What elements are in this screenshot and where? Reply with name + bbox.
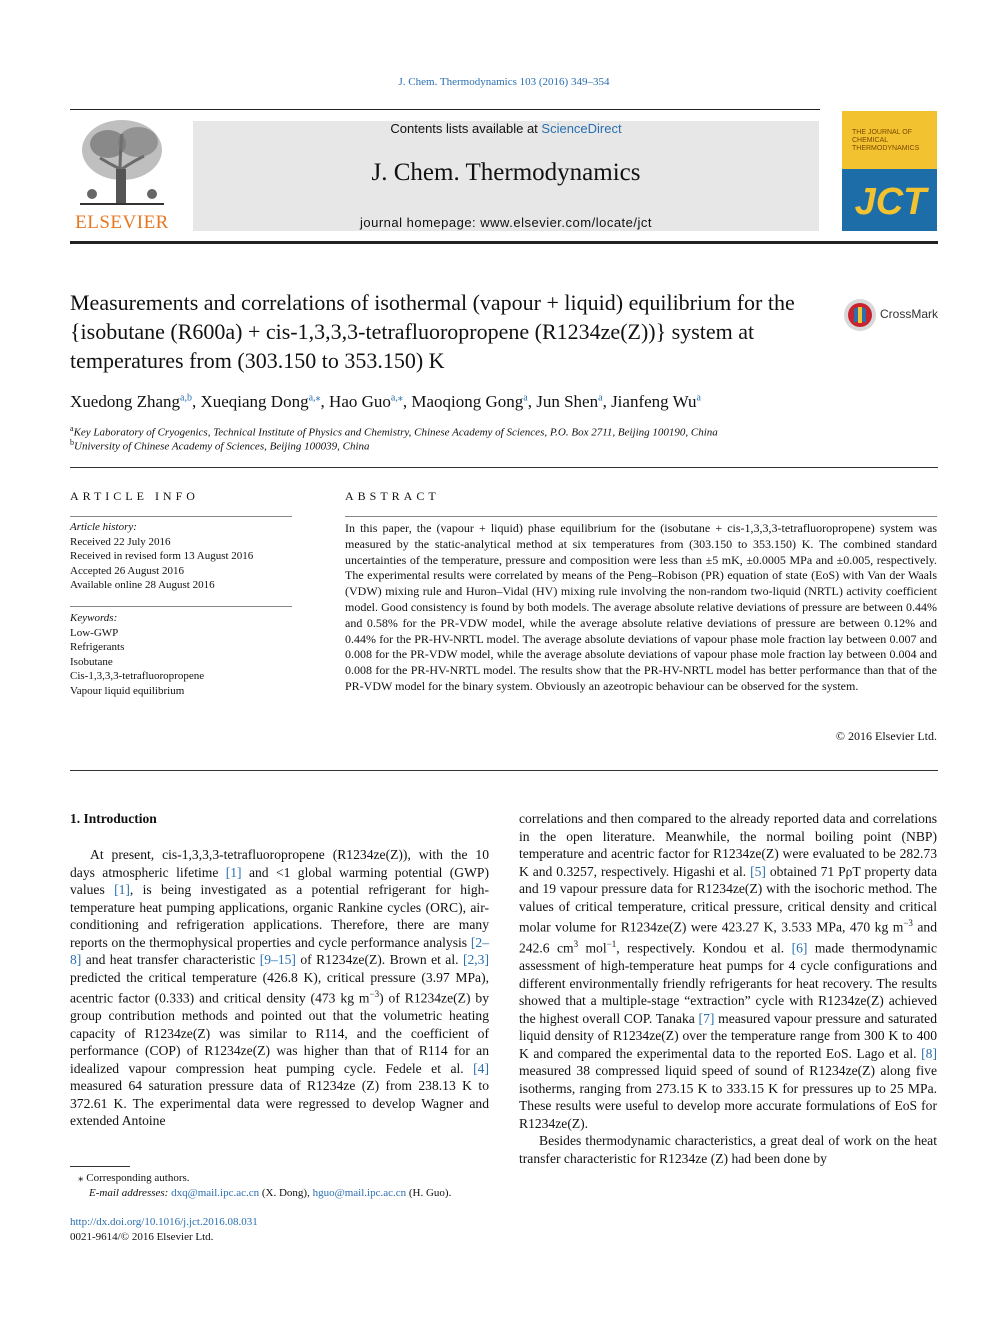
keyword: Low-GWP — [70, 626, 119, 639]
citation-link[interactable]: [9–15] — [259, 952, 296, 967]
email-link[interactable]: hguo@mail.ipc.ac.cn — [312, 1187, 407, 1199]
citation-link[interactable]: [2,3] — [462, 952, 489, 967]
keyword: Cis-1,3,3,3-tetrafluoropropene — [70, 670, 205, 682]
divider — [70, 467, 938, 468]
text-run: and 242.6 cm — [519, 919, 937, 956]
abstract-body: In this paper, the (vapour + liquid) phase equilibrium for the (isobutane + cis-1,3,3,3-tetrafluoropropene) system was measured by the static-analytical method at six temperatures from (303.150 to 353.150) K. The combined standard uncertainties of the temperature, pressure and composition were less than ±5 mK, ±0.0005 MPa and ±0.005, respectively. The experimental results were correlated by means of the Peng–Robison (PR) equation of state (EoS) with Van der Waals (VDW) mixing rule and Huron–Vidal (HV) mixing rule involving the non-random two-liquid (NRTL) activity coefficient model. Good consistency is found by both models. The average absolute relative deviations of pressure are between 0.44% and 0.58% for the PR-VDW model, while the average absolute relative deviations of pressure are between 0.12% and 0.44% for the PR-HV-NRTL model. The average absolute deviations of vapour phase mole fraction lay between 0.007 and 0.008 for the PR-VDW model, while the average absolute deviations of vapour phase mole fraction lay between 0.004 and 0.008 for the PR-HV-NRTL model. The results show that the PR-HV-NRTL model has better performance than that of the PR-VDW model for the binary system. Obviously an azeotropic behaviour can be observed for the system. — [345, 521, 937, 693]
keyword: Isobutane — [70, 655, 113, 668]
text-run: mol — [578, 940, 607, 956]
article-info-heading: ARTICLE INFO — [70, 489, 199, 503]
corresponding-note: ⁎ Corresponding authors. — [78, 1172, 190, 1184]
paragraph — [519, 810, 937, 1132]
divider — [70, 606, 292, 607]
author-list: Xuedong Zhang$^{a,b}$, Xueqiang Dong$^{a,⁎}$, Hao Guo$^{a,⁎}$, Maoqiong Gong$^a$, Jun Shen$^a$, Jianfeng Wu$^a$ — [70, 392, 701, 411]
abstract-copyright: © 2016 Elsevier Ltd. — [835, 729, 937, 743]
header-thick-divider — [70, 241, 938, 244]
superscript: 3 — [573, 939, 579, 950]
intro-left-column — [70, 846, 489, 1130]
journal-banner — [193, 121, 819, 231]
author[interactable]: Hao Guo$^{a,⁎}$ — [329, 392, 403, 411]
text-run: , respectively. Kondou et al. — [616, 940, 792, 956]
citation-link[interactable]: [7] — [698, 1010, 715, 1026]
cover-top-band — [842, 111, 937, 169]
citation-link[interactable]: [1] — [225, 864, 242, 880]
email-link[interactable]: dxq@mail.ipc.ac.cn — [171, 1187, 260, 1199]
keyword: Refrigerants — [70, 641, 125, 653]
crossmark-icon — [843, 298, 877, 332]
journal-title: J. Chem. Thermodynamics — [371, 159, 641, 186]
keyword: Vapour liquid equilibrium — [70, 684, 185, 697]
divider — [70, 770, 938, 771]
journal-cover-thumbnail[interactable] — [842, 111, 937, 231]
affiliation: $^a$Key Laboratory of Cryogenics, Technical Institute of Physics and Chemistry, Chinese Academy of Sciences, P.O. Box 2711, Beijing 100190, China — [70, 424, 718, 439]
author[interactable]: Xueqiang Dong$^{a,⁎}$ — [200, 392, 321, 411]
text-run: made thermodynamic assessment of high-temperature heat pumps for 4 cycle configurations and different environmentally friendly refrigerants for heat recovery. The results showed that a multiple-stage “extraction” cycle with R1234ze(Z) achieved the highest overall COP. Tanaka — [519, 940, 937, 1026]
text-run: predicted the critical temperature (426.8 K), critical pressure (3.97 MPa), acentric factor (0.333) and critical density (473 kg m — [70, 969, 489, 1006]
text-run: of R1234ze(Z). Brown et al. — [295, 952, 463, 967]
text-run: and <1 global warming potential (GWP) values — [70, 864, 490, 897]
citation-link[interactable]: [4] — [473, 1060, 489, 1076]
footnote-divider — [70, 1166, 130, 1167]
journal-homepage-link[interactable]: journal homepage: www.elsevier.com/locate/jct — [359, 215, 653, 230]
doi-link[interactable]: http://dx.doi.org/10.1016/j.jct.2016.08.031 — [70, 1216, 258, 1228]
text-run: measured 38 compressed liquid speed of sound of R1234ze(Z) along five isotherms, ranging from 273.15 K to 333.15 K for pressures up to 25 MPa. These results were useful to develop more accurate formulations of EoS for R1234ze(Z). — [519, 1063, 937, 1131]
contents-line — [193, 121, 819, 136]
email-note: E-mail addresses: dxq@mail.ipc.ac.cn (X. Dong), hguo@mail.ipc.ac.cn (H. Guo). — [89, 1187, 452, 1199]
text-run: obtained 71 PρT property data and 19 vapour pressure data for R1234ze(Z) with the isochoric method. The values of critical temperature, critical pressure, critical density and critical molar volume for R1234ze(Z) were 423.27 K, 3.533 MPa, 470 kg m — [519, 863, 937, 935]
cover-title: THE JOURNAL OF CHEMICAL THERMODYNAMICS — [852, 129, 920, 152]
abstract-heading: ABSTRACT — [345, 489, 440, 503]
citation-link[interactable]: [8] — [921, 1045, 937, 1061]
publisher-name: ELSEVIER — [75, 212, 169, 233]
author[interactable]: Maoqiong Gong$^a$ — [411, 392, 528, 411]
divider — [345, 516, 937, 517]
author[interactable]: Xuedong Zhang$^{a,b}$ — [70, 392, 192, 411]
text-run: ) of R1234ze(Z) by group contribution methods and pointed out that the volumetric heating capacity of R1234ze(Z) was similar to R114, and the coefficient of performance (COP) of R1234ze(Z) was higher than that of R114 for an idealized vapour compression heat pumping cycle. Fedele et al. — [70, 990, 489, 1076]
paragraph — [70, 846, 489, 1130]
article-title: Measurements and correlations of isothermal (vapour + liquid) equilibrium for the {isobutane (R600a) + cis-1,3,3,3-tetrafluoropropene (R1234ze(Z))} system at temperatures from (303.150 to 353.150) K — [70, 290, 795, 373]
elsevier-tree-icon — [70, 114, 174, 210]
article-history: Article history: Received 22 July 2016 Received in revised form 13 August 2016 Accepted 26 August 2016 Available online 28 August 2016 — [70, 521, 254, 591]
elsevier-logo[interactable] — [70, 114, 174, 234]
cover-abbrev: JCT — [854, 181, 927, 223]
citation-link[interactable]: [2–8] — [70, 934, 489, 967]
text-run: At present, cis-1,3,3,3-tetrafluoropropene (R1234ze(Z)), with the 10 days atmospheric lifetime — [70, 847, 489, 880]
section-heading: 1. Introduction — [70, 811, 157, 826]
text-run: measured 64 saturation pressure data of R1234ze (Z) from 238.13 K to 372.61 K. The experimental data were regressed to develop Wagner and extended Antoine — [70, 1078, 489, 1129]
crossmark-label: CrossMark — [880, 307, 939, 321]
citation-link[interactable]: [5] — [750, 863, 766, 879]
superscript: −1 — [606, 939, 617, 950]
text-run: , is being investigated as a potential refrigerant for high-temperature heat pumping applications, organic Rankine cycles (ORC), air-conditioning and refrigeration applications. Therefore, there are many reports on the thermophysical properties and cycle performance analysis — [70, 882, 489, 950]
citation-link[interactable]: [1] — [114, 882, 130, 897]
citation-link[interactable]: [6] — [791, 940, 808, 956]
keywords: Keywords: Low-GWP Refrigerants Isobutane Cis-1,3,3,3-tetrafluoropropene Vapour liquid equilibrium — [70, 611, 292, 698]
paragraph: Besides thermodynamic characteristics, a great deal of work on the heat transfer characteristic for R1234ze (Z) had been done by — [519, 1133, 937, 1166]
superscript: −3 — [369, 989, 380, 999]
text-run: correlations and then compared to the already reported data and correlations in the open literature. Meanwhile, the normal boiling point (NBP) temperature and acentric factor for R1234ze(Z) were evaluated to be 282.73 K and 0.3257, respectively. Higashi et al. — [519, 811, 937, 879]
author[interactable]: Jun Shen$^a$ — [536, 392, 603, 411]
text-run: measured vapour pressure and saturated liquid density of R1234ze(Z) over the temperature range from 300 K to 400 K and compared the experimental data to the reported EoS. Lago et al. — [519, 1010, 938, 1061]
divider — [70, 516, 292, 517]
contents-prefix: Contents lists available at — [390, 121, 542, 136]
issn-line: 0021-9614/© 2016 Elsevier Ltd. — [70, 1231, 214, 1243]
text-run: and heat transfer characteristic — [81, 952, 260, 967]
journal-reference[interactable]: J. Chem. Thermodynamics 103 (2016) 349–354 — [398, 76, 610, 88]
author[interactable]: Jianfeng Wu$^a$ — [611, 392, 701, 411]
header-divider — [70, 109, 820, 110]
sciencedirect-link[interactable]: ScienceDirect — [541, 121, 622, 136]
crossmark-button[interactable] — [843, 298, 943, 332]
intro-right-column — [519, 810, 937, 1167]
affiliation: $^b$University of Chinese Academy of Sciences, Beijing 100039, China — [70, 438, 370, 453]
superscript: −3 — [903, 918, 913, 928]
